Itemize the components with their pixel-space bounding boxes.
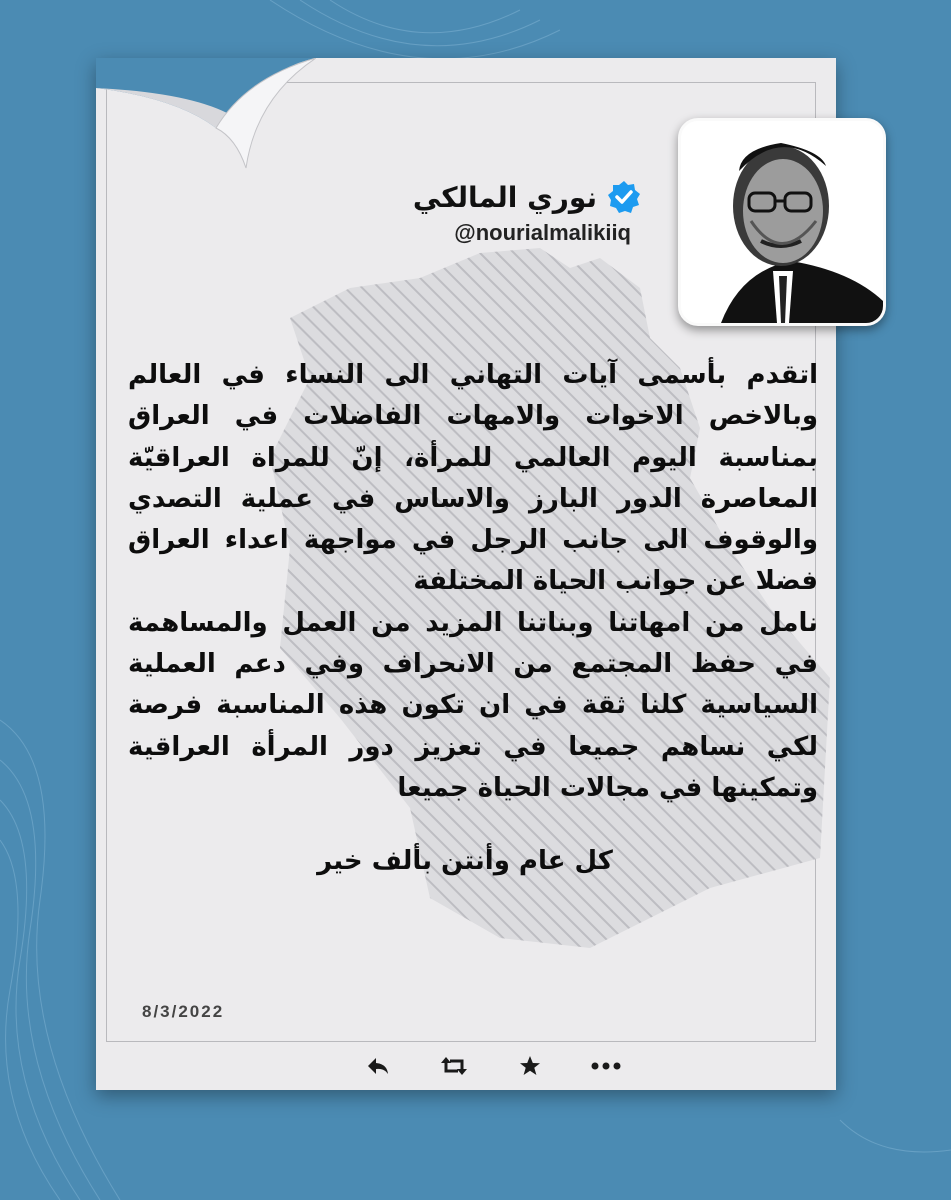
- retweet-icon: [440, 1055, 468, 1077]
- tweet-paragraph: اتقدم بأسمى آيات التهاني الى النساء في العالم وبالاخص الاخوات والامهات الفاضلات في العراق بمناسبة اليوم العالمي للمرأة، إنّ للمراة العراقيّة المعاصرة الدور البارز والاساس في عملية التصدي والوقوف الى جانب الرجل في مواجهة اعداء العراق فضلا عن جوانب الحياة المختلفة: [128, 360, 818, 597]
- more-options-button[interactable]: [590, 1052, 622, 1080]
- profile-avatar[interactable]: [678, 118, 886, 326]
- more-icon: [591, 1062, 621, 1070]
- tweet-date: 8/3/2022: [142, 1002, 225, 1021]
- favorite-button[interactable]: [514, 1052, 546, 1080]
- verified-badge-icon: [607, 180, 641, 214]
- user-name-row: [413, 180, 641, 214]
- tweet-paragraph: نامل من امهاتنا وبناتنا المزيد من العمل والمساهمة في حفظ المجتمع من الانحراف وفي دعم العملية السياسية كلنا ثقة في ان تكون هذه المناسبة فرصة لكي نساهم جميعا في تعزيز دور المرأة العراقية وتمكينها في مجالات الحياة جميعا: [128, 607, 818, 803]
- page-curl-decoration: [96, 58, 316, 178]
- display-name[interactable]: نوري المالكي: [412, 180, 597, 214]
- star-icon: [519, 1055, 541, 1077]
- tweet-text: [128, 355, 818, 809]
- portrait-image: [681, 121, 883, 323]
- tweet-signoff: كل عام وأنتن بألف خير: [317, 846, 613, 876]
- user-handle[interactable]: @nourialmalikiiq: [454, 220, 631, 245]
- retweet-button[interactable]: [438, 1052, 470, 1080]
- reply-icon: [366, 1056, 390, 1076]
- tweet-actions: [362, 1052, 622, 1080]
- reply-button[interactable]: [362, 1052, 394, 1080]
